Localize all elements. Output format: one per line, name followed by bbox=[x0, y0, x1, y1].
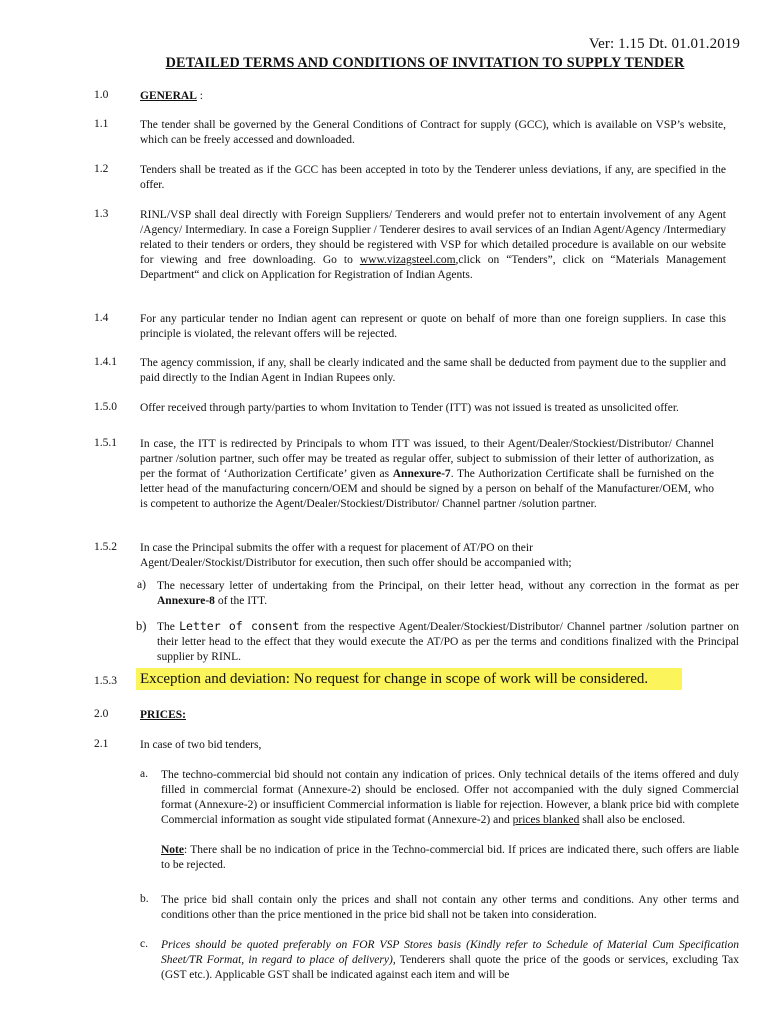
clause-2-1-b: The price bid shall contain only the prices and shall not contain any other terms and conditions. Any other terms and conditions other than the price mentioned in the price bid shall not be taken into consideration. bbox=[161, 894, 739, 921]
clause-text: from the respective Agent/Dealer/Stockiest/Distributor/ Channel partner /solution partner on their letter head to the effect that they would execute the AT/PO as per the terms and conditions finalized with the Principal supplier by RINL. bbox=[157, 621, 740, 663]
clause-2-1: In case of two bid tenders, bbox=[140, 739, 262, 751]
note-text: : There shall be no indication of price in the Techno-commercial bid. If prices are indicated there, such offers are liable to be rejected. bbox=[161, 844, 739, 871]
heading-colon: : bbox=[196, 90, 203, 102]
sub-item-label: c. bbox=[140, 938, 148, 950]
section-number: 1.5.2 bbox=[94, 541, 117, 553]
clause-1-5-0: Offer received through party/parties to whom Invitation to Tender (ITT) was not issued is treated as unsolicited offer. bbox=[140, 402, 679, 414]
clause-text: Tenderers shall quote the price of the goods or services, excluding Tax (GST etc.). Applicable GST shall be indicated against each item and will be bbox=[161, 954, 739, 981]
clause-1-4: For any particular tender no Indian agent can represent or quote on behalf of more than one foreign suppliers. In case this principle is violated, the relevant offers will be rejected. bbox=[140, 313, 726, 340]
sub-item-label: a) bbox=[137, 579, 146, 591]
clause-1-5-2-a bbox=[157, 579, 739, 609]
section-number: 2.0 bbox=[94, 708, 109, 720]
clause-1-5-1 bbox=[140, 437, 714, 512]
section-number: 1.5.1 bbox=[94, 437, 117, 449]
annexure-ref: Annexure-8 bbox=[157, 595, 215, 607]
section-number: 1.4 bbox=[94, 312, 109, 324]
section-number: 1.2 bbox=[94, 163, 109, 175]
clause-1-3 bbox=[140, 208, 726, 283]
clause-text: The bbox=[157, 621, 180, 633]
section-number: 1.3 bbox=[94, 208, 109, 220]
clause-text-italic: Prices should be quoted preferably on FOR VSP Stores basis (Kindly refer to Schedule of Material Cum Specification Sheet/TR Format, in regard to place of delivery), bbox=[161, 939, 739, 966]
sub-item-label: b) bbox=[136, 619, 147, 633]
prices-blanked: prices blanked bbox=[512, 814, 580, 826]
clause-2-1-c bbox=[161, 938, 739, 986]
clause-1-4-1: The agency commission, if any, shall be clearly indicated and the same shall be deducted from payment due to the supplier and paid directly to the Indian Agent in Indian Rupees only. bbox=[140, 357, 726, 384]
clause-1-2: Tenders shall be treated as if the GCC has been accepted in toto by the Tenderer unless deviations, if any, are specified in the offer. bbox=[140, 164, 726, 191]
clause-1-5-3: Exception and deviation: No request for change in scope of work will be considered. bbox=[140, 671, 649, 687]
clause-text: RINL/VSP shall deal directly with Foreign Suppliers/ Tenderers and would prefer not to entertain involvement of any Agent /Agency/ Intermediary. In case a Foreign Supplier / Tenderer desires to avail services of an Indian Agent/Agency /Intermediary related to their tenders or orders, they should be registered with VSP for which detailed procedure is available on our website for viewing and free downloading. Go to bbox=[140, 209, 726, 266]
sub-item-label: a. bbox=[140, 768, 148, 780]
sub-item-label: b. bbox=[140, 893, 149, 905]
clause-text: of the ITT. bbox=[214, 595, 268, 607]
section-number: 1.0 bbox=[94, 89, 109, 101]
section-number: 1.5.3 bbox=[94, 675, 117, 687]
section-number: 2.1 bbox=[94, 738, 109, 750]
clause-1-5-2-b bbox=[157, 619, 739, 665]
section-heading-general bbox=[140, 89, 726, 104]
clause-1-1: The tender shall be governed by the General Conditions of Contract for supply (GCC), which is available on VSP’s website, which can be freely accessed and downloaded. bbox=[140, 119, 726, 146]
note-2-1-a bbox=[161, 843, 739, 873]
section-number: 1.5.0 bbox=[94, 401, 117, 413]
website-link[interactable]: www.vizagsteel.com bbox=[359, 254, 456, 266]
clause-text: shall also be enclosed. bbox=[579, 814, 686, 826]
clause-text: The techno-commercial bid should not contain any indication of prices. Only technical details of the items offered and duly filled in commercial format (Annexure-2) should be enclosed. Offer not accompanied with the duly signed Commercial format (Annexure-2) or insufficient Commercial information is liable for rejection. However, a blank price bid with complete Commercial information as sought vide stipulated format (Annexure-2) and bbox=[161, 769, 739, 826]
heading-text: GENERAL bbox=[140, 90, 197, 102]
document-title: DETAILED TERMS AND CONDITIONS OF INVITATION TO SUPPLY TENDER bbox=[165, 55, 685, 71]
section-heading-prices bbox=[140, 708, 726, 723]
version-label: Ver: 1.15 Dt. 01.01.2019 bbox=[588, 36, 740, 52]
annexure-ref: Annexure-7 bbox=[392, 468, 451, 480]
letter-of-consent: Letter of consent bbox=[179, 619, 300, 633]
clause-text: In case, the ITT is redirected by Principals to whom ITT was issued, to their Agent/Dealer/Stockiest/Distributor/ Channel partner /solution partner, such offer may be treated as regular offer, subject to submission of their letter of authorization, as per the format of ‘Authorization Certificate’ given as bbox=[140, 438, 714, 480]
clause-2-1-a bbox=[161, 768, 739, 828]
clause-text: The necessary letter of undertaking from the Principal, on their letter head, without any correction in the format as per bbox=[157, 580, 739, 592]
clause-text: ,click on “Tenders”, click on “Materials Management Department“ and click on Application for Registration of Indian Agents. bbox=[140, 254, 726, 281]
section-number: 1.4.1 bbox=[94, 356, 117, 368]
heading-text: PRICES: bbox=[140, 709, 187, 721]
clause-1-5-2: In case the Principal submits the offer with a request for placement of AT/PO on their Agent/Dealer/Stockist/Distributor for execution, then such offer should be accompanied with; bbox=[140, 542, 572, 569]
section-number: 1.1 bbox=[94, 118, 109, 130]
clause-text: . The Authorization Certificate shall be furnished on the letter head of the manufacturing concern/OEM and should be signed by a person on behalf of the Manufacturer/OEM, who is competent to authorize the Agent/Dealer/Stockiest/Distributor/ Channel partner /solution partner. bbox=[140, 468, 714, 510]
note-label: Note bbox=[161, 844, 184, 856]
